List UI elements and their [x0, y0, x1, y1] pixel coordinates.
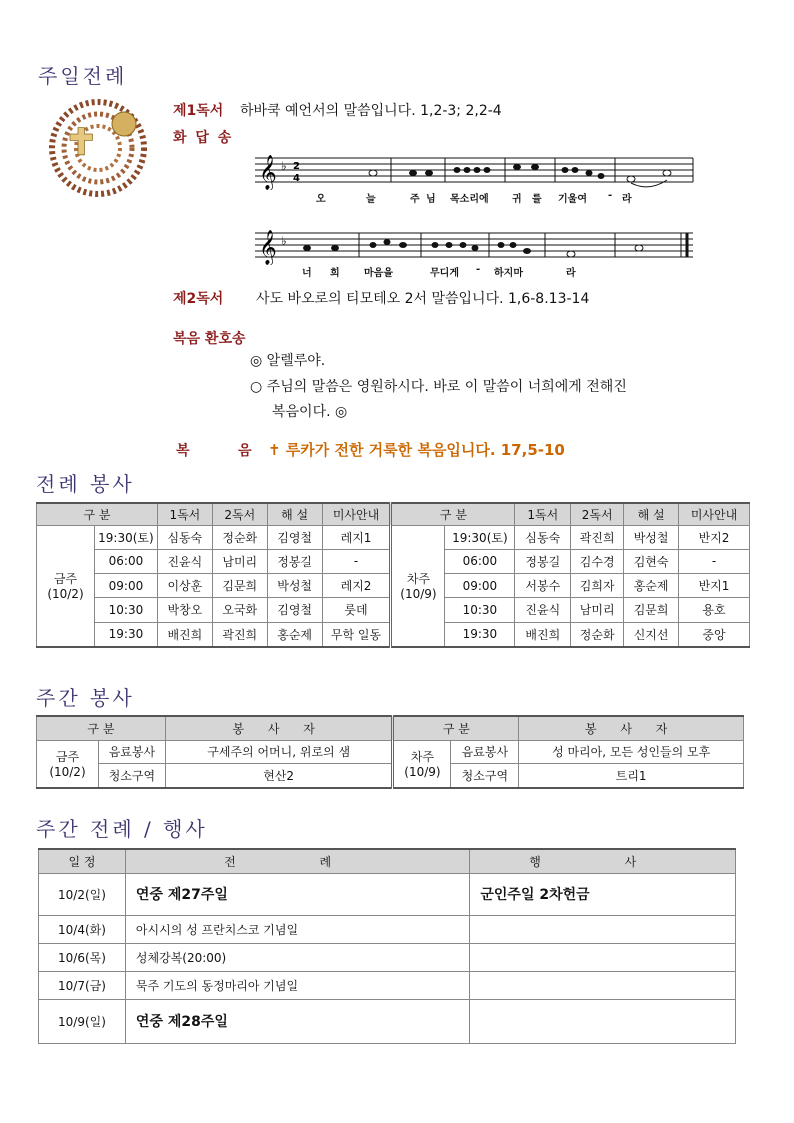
week-cell: 금주 (10/2): [37, 525, 95, 647]
table-cell: 박창오: [157, 598, 212, 622]
week-cell: 차주 (10/9): [393, 740, 451, 788]
table-cell: 김영철: [267, 598, 322, 622]
table-cell: 곽진희: [212, 622, 267, 647]
table-cell: 정봉길: [267, 549, 322, 573]
table-cell: -: [679, 549, 750, 573]
table-cell: 용호: [679, 598, 750, 622]
reading1-label: 제1독서: [173, 103, 224, 119]
weekly-schedule-table: [38, 848, 736, 1044]
table-cell: 중앙: [679, 622, 750, 647]
psalm-label: 화 답 송: [173, 130, 234, 146]
psalm-staff-2: [255, 225, 695, 265]
lyric: 무디게: [430, 268, 459, 279]
table-cell: 레지1: [322, 525, 391, 549]
table-cell: 홍순제: [624, 574, 679, 598]
table-row: [39, 999, 736, 1043]
week-cell: 차주 (10/9): [391, 525, 445, 647]
table-cell: 오국화: [212, 598, 267, 622]
table-cell: 박성철: [267, 574, 322, 598]
weekly-service-title: 주간 봉사: [36, 686, 135, 710]
table-cell: 성 마리아, 모든 성인들의 모후: [519, 740, 744, 764]
table-header: 봉 사 자: [519, 716, 744, 740]
table-cell: 구세주의 어머니, 위로의 샘: [165, 740, 393, 764]
table-cell: 김문희: [624, 598, 679, 622]
lyric: 님: [426, 194, 436, 205]
table-cell: 김영철: [267, 525, 322, 549]
table-header: 1독서: [157, 503, 212, 525]
sunday-liturgy-title: 주일전례: [38, 64, 128, 88]
lyric: 기울여: [558, 194, 587, 205]
table-cell: 서봉수: [515, 574, 571, 598]
table-cell: 이상훈: [157, 574, 212, 598]
table-header: 행 사: [470, 849, 736, 873]
lyric: 하지마: [494, 268, 523, 279]
table-cell: 배진희: [515, 622, 571, 647]
lyric: -: [476, 264, 481, 275]
table-cell: -: [322, 549, 391, 573]
gospel-text: ✝ 루카가 전한 거룩한 복음입니다. 17,5-10: [268, 441, 565, 459]
table-header: 미사안내: [679, 503, 750, 525]
table-cell: 배진희: [157, 622, 212, 647]
gospel-acclamation-label: 복음 환호송: [173, 331, 246, 347]
table-row: [39, 873, 736, 915]
table-cell: 10/7(금): [39, 971, 126, 999]
table-cell: [470, 943, 736, 971]
table-row: [37, 764, 744, 788]
table-cell: 김문희: [212, 574, 267, 598]
table-cell: 남미리: [212, 549, 267, 573]
lyric: 라: [622, 194, 632, 205]
table-header: 봉 사 자: [165, 716, 393, 740]
table-row: [37, 740, 744, 764]
table-header: 해 설: [624, 503, 679, 525]
table-cell: 10/4(화): [39, 915, 126, 943]
acclamation-line-3: 복음이다. ◎: [272, 404, 348, 420]
table-cell: 10/9(일): [39, 999, 126, 1043]
table-cell: 정봉길: [515, 549, 571, 573]
gospel-label: 음: [238, 443, 252, 459]
table-cell: 19:30: [94, 622, 157, 647]
lyric: 오: [316, 194, 326, 205]
table-cell: 트리1: [519, 764, 744, 788]
table-cell: 곽진희: [571, 525, 624, 549]
svg-text:𝄞: 𝄞: [259, 155, 277, 190]
table-cell: 묵주 기도의 동정마리아 기념일: [125, 971, 469, 999]
table-header: 2독서: [212, 503, 267, 525]
table-row: [39, 943, 736, 971]
liturgy-service-title: 전례 봉사: [36, 472, 135, 496]
table-cell: 06:00: [94, 549, 157, 573]
table-cell: 연중 제28주일: [125, 999, 469, 1043]
svg-text:4: 4: [293, 173, 300, 184]
table-row: [37, 525, 750, 549]
gospel-label: 복: [176, 443, 190, 459]
table-cell: [470, 971, 736, 999]
lyric: 라: [566, 268, 576, 279]
table-header: 구 분: [391, 503, 515, 525]
table-cell: 청소구역: [451, 764, 519, 788]
lyric: 마음을: [364, 268, 393, 279]
table-row: [39, 915, 736, 943]
table-cell: 성체강복(20:00): [125, 943, 469, 971]
table-header: 1독서: [515, 503, 571, 525]
psalm-staff-1: [255, 150, 695, 190]
table-header: 2독서: [571, 503, 624, 525]
table-cell: 09:00: [94, 574, 157, 598]
table-header: 일 정: [39, 849, 126, 873]
table-cell: 현산2: [165, 764, 393, 788]
table-cell: 정순화: [571, 622, 624, 647]
table-cell: 반지2: [679, 525, 750, 549]
table-cell: 김희자: [571, 574, 624, 598]
table-cell: 청소구역: [98, 764, 165, 788]
lyric: 너: [302, 268, 312, 279]
reading2-text: 사도 바오로의 티모테오 2서 말씀입니다. 1,6-8.13-14: [256, 291, 590, 307]
table-cell: 무학 일동: [322, 622, 391, 647]
weekly-schedule-title: 주간 전례 / 행사: [36, 817, 208, 841]
table-cell: 신지선: [624, 622, 679, 647]
table-cell: 남미리: [571, 598, 624, 622]
table-cell: 김수경: [571, 549, 624, 573]
svg-text:2: 2: [293, 161, 300, 172]
table-cell: 홍순제: [267, 622, 322, 647]
table-header: 해 설: [267, 503, 322, 525]
table-cell: 정순화: [212, 525, 267, 549]
table-cell: 박성철: [624, 525, 679, 549]
table-cell: 06:00: [445, 549, 515, 573]
week-cell: 금주 (10/2): [37, 740, 99, 788]
reading1-text: 하바쿡 예언서의 말씀입니다. 1,2-3; 2,2-4: [240, 103, 502, 119]
lyric: 를: [532, 194, 542, 205]
lyric: 늘: [366, 194, 376, 205]
table-cell: 레지2: [322, 574, 391, 598]
table-cell: 19:30(토): [94, 525, 157, 549]
table-cell: 음료봉사: [451, 740, 519, 764]
reading2-label: 제2독서: [173, 291, 224, 307]
table-cell: 심동숙: [157, 525, 212, 549]
weekly-service-table: [36, 715, 744, 789]
lyric: 귀: [512, 194, 522, 205]
table-header: 미사안내: [322, 503, 391, 525]
lyric: 희: [330, 268, 340, 279]
svg-text:𝄞: 𝄞: [259, 230, 277, 265]
table-cell: [470, 915, 736, 943]
table-row: [39, 971, 736, 999]
table-header: 구 분: [37, 716, 166, 740]
table-cell: 반지1: [679, 574, 750, 598]
table-cell: 심동숙: [515, 525, 571, 549]
table-cell: 19:30(토): [445, 525, 515, 549]
table-cell: 10/2(일): [39, 873, 126, 915]
table-header: 전 례: [125, 849, 469, 873]
table-cell: 김현숙: [624, 549, 679, 573]
table-cell: 10/6(목): [39, 943, 126, 971]
lyric: 주: [410, 194, 420, 205]
svg-text:♭: ♭: [281, 234, 287, 248]
table-cell: 19:30: [445, 622, 515, 647]
table-cell: 10:30: [445, 598, 515, 622]
table-cell: 룻데: [322, 598, 391, 622]
lyric: 목소리에: [450, 194, 489, 205]
table-header: 구 분: [37, 503, 158, 525]
table-cell: 연중 제27주일: [125, 873, 469, 915]
rosary-image: [36, 96, 154, 200]
acclamation-line-1: ◎ 알렐루야.: [250, 353, 326, 369]
table-cell: 10:30: [94, 598, 157, 622]
table-cell: 아시시의 성 프란치스코 기념일: [125, 915, 469, 943]
table-cell: [470, 999, 736, 1043]
table-cell: 09:00: [445, 574, 515, 598]
liturgy-service-table: [36, 502, 750, 648]
lyric: -: [608, 190, 613, 201]
svg-text:♭: ♭: [281, 159, 287, 173]
table-header: 구 분: [393, 716, 519, 740]
table-cell: 음료봉사: [98, 740, 165, 764]
table-cell: 진윤식: [157, 549, 212, 573]
table-cell: 진윤식: [515, 598, 571, 622]
acclamation-line-2: ○ 주님의 말씀은 영원하시다. 바로 이 말씀이 너희에게 전해진: [250, 379, 627, 395]
table-cell: 군인주일 2차헌금: [470, 873, 736, 915]
